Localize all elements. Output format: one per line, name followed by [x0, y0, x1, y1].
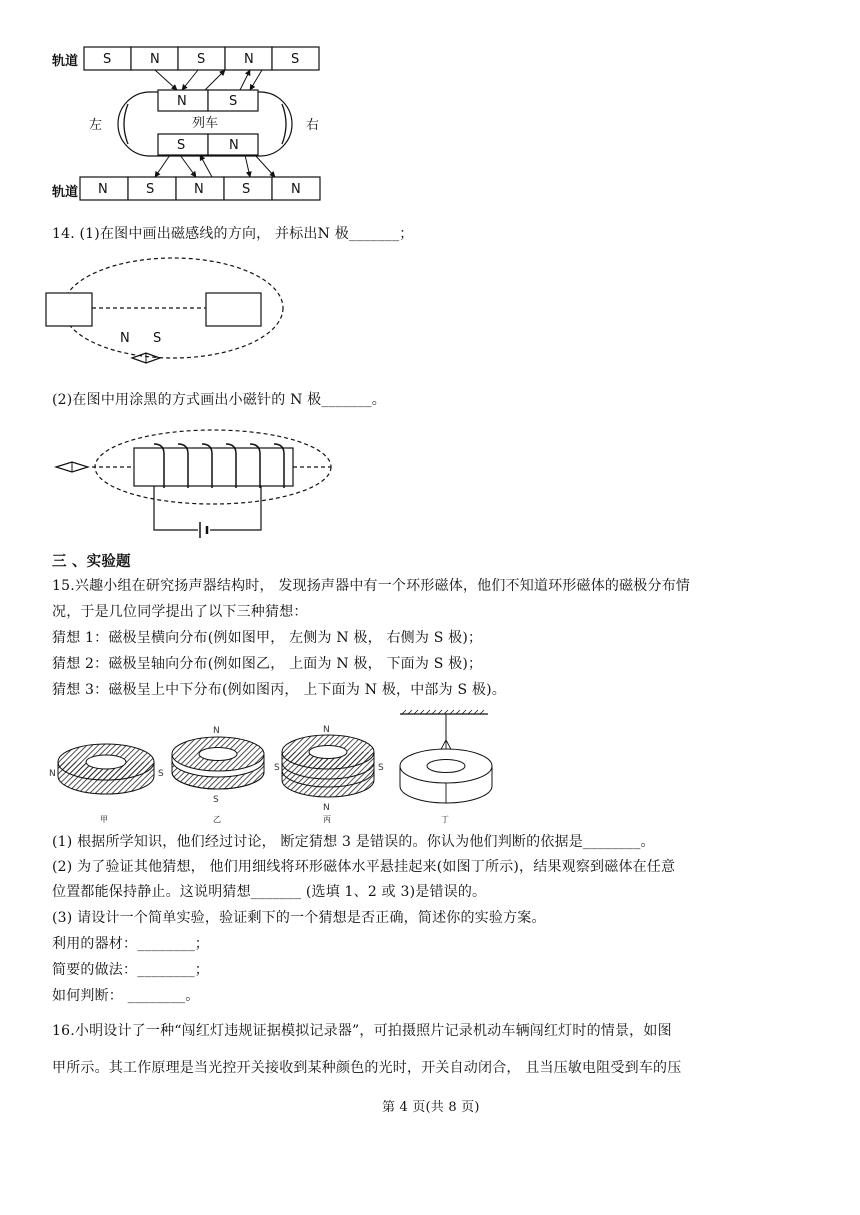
bing-s-left: S: [274, 763, 280, 773]
bottom-track-pole: S: [242, 182, 251, 197]
ring-ding: [400, 710, 492, 824]
train-track-figure: [0, 0, 860, 210]
solenoid-figure: [48, 420, 348, 550]
bing-n-top: N: [323, 725, 330, 735]
train-magnet-bottom: S: [177, 138, 186, 153]
magnet-field-figure: [48, 250, 308, 360]
left-label: 左: [89, 118, 103, 133]
q14-part2: (2)在图中用涂黑的方式画出小磁针的 N 极_______。: [52, 392, 386, 408]
page-footer: 第 4 页(共 8 页): [382, 1100, 480, 1115]
bottom-track-pole: N: [98, 182, 108, 197]
top-track-pole: S: [103, 52, 112, 67]
yi-n-label: N: [213, 726, 220, 736]
q15-equip: 利用的器材：________；: [52, 936, 209, 952]
bottom-track-pole: S: [146, 182, 155, 197]
q15-line2: 况，于是几位同学提出了以下三种猜想：: [52, 604, 308, 620]
q15-line1: 15.兴趣小组在研究扬声器结构时， 发现扬声器中有一个环形磁体，他们不知道环形磁体的磁极分布情: [52, 578, 691, 594]
train-label: 列车: [192, 116, 219, 131]
train-magnet-top: S: [229, 94, 238, 109]
ring-jia: [49, 744, 164, 824]
bing-n-bottom: N: [323, 803, 330, 813]
bing-caption: 丙: [323, 815, 331, 824]
q15-sub2a: (2) 为了验证其他猜想， 他们用细线将环形磁体水平悬挂起来(如图丁所示)，结果观察到磁体在任意: [52, 859, 676, 875]
ding-caption: 丁: [441, 815, 449, 824]
yi-caption: 乙: [213, 815, 221, 824]
q14-part1: 14. (1)在图中画出磁感线的方向， 并标出N 极_______；: [52, 226, 414, 242]
bottom-track-pole: N: [291, 182, 301, 197]
track-label-top: 轨道: [52, 54, 79, 69]
yi-s-label: S: [213, 795, 219, 805]
jia-s-label: S: [158, 769, 164, 779]
train-magnet-top: N: [177, 94, 187, 109]
train-magnet-bottom: N: [229, 138, 239, 153]
top-track-pole: S: [291, 52, 300, 67]
ring-magnet-figure: [48, 710, 508, 830]
q15-guess2: 猜想 2：磁极呈轴向分布(例如图乙， 上面为 N 极， 下面为 S 极)；: [52, 656, 483, 672]
jia-n-label: N: [49, 769, 56, 779]
top-track-pole: N: [150, 52, 160, 67]
q15-judge: 如何判断： ________。: [52, 988, 200, 1004]
section-title: 三 、实验题: [52, 554, 131, 570]
bottom-track-pole: N: [194, 182, 204, 197]
q15-sub1: (1) 根据所学知识，他们经过讨论， 断定猜想 3 是错误的。你认为他们判断的依据是________。: [52, 834, 655, 850]
right-label: 右: [306, 118, 320, 133]
ring-yi: [172, 726, 264, 824]
q15-sub2b: 位置都能保持静止。这说明猜想_______ (选填 1、2 或 3)是错误的。: [52, 884, 487, 900]
top-track-pole: N: [244, 52, 254, 67]
q15-method: 简要的做法：________；: [52, 962, 209, 978]
q15-guess1: 猜想 1：磁极呈横向分布(例如图甲， 左侧为 N 极， 右侧为 S 极)；: [52, 630, 483, 646]
compass-s: S: [153, 331, 162, 346]
track-label-bottom: 轨道: [52, 185, 79, 200]
q15-guess3: 猜想 3：磁极呈上中下分布(例如图丙， 上下面为 N 极，中部为 S 极)。: [52, 682, 506, 698]
q16-line1: 16.小明设计了一种“闯红灯违规证据模拟记录器”，可拍摄照片记录机动车辆闯红灯时的情景，如图: [52, 1023, 672, 1039]
jia-caption: 甲: [100, 815, 108, 824]
q15-sub3: (3) 请设计一个简单实验，验证剩下的一个猜想是否正确，简述你的实验方案。: [52, 910, 546, 926]
bing-s-right: S: [378, 763, 384, 773]
q16-line2: 甲所示。其工作原理是当光控开关接收到某种颜色的光时，开关自动闭合， 且当压敏电阻受到车的压: [52, 1060, 682, 1076]
compass-n: N: [120, 331, 130, 346]
ring-bing: [274, 725, 384, 824]
top-track-pole: S: [197, 52, 206, 67]
